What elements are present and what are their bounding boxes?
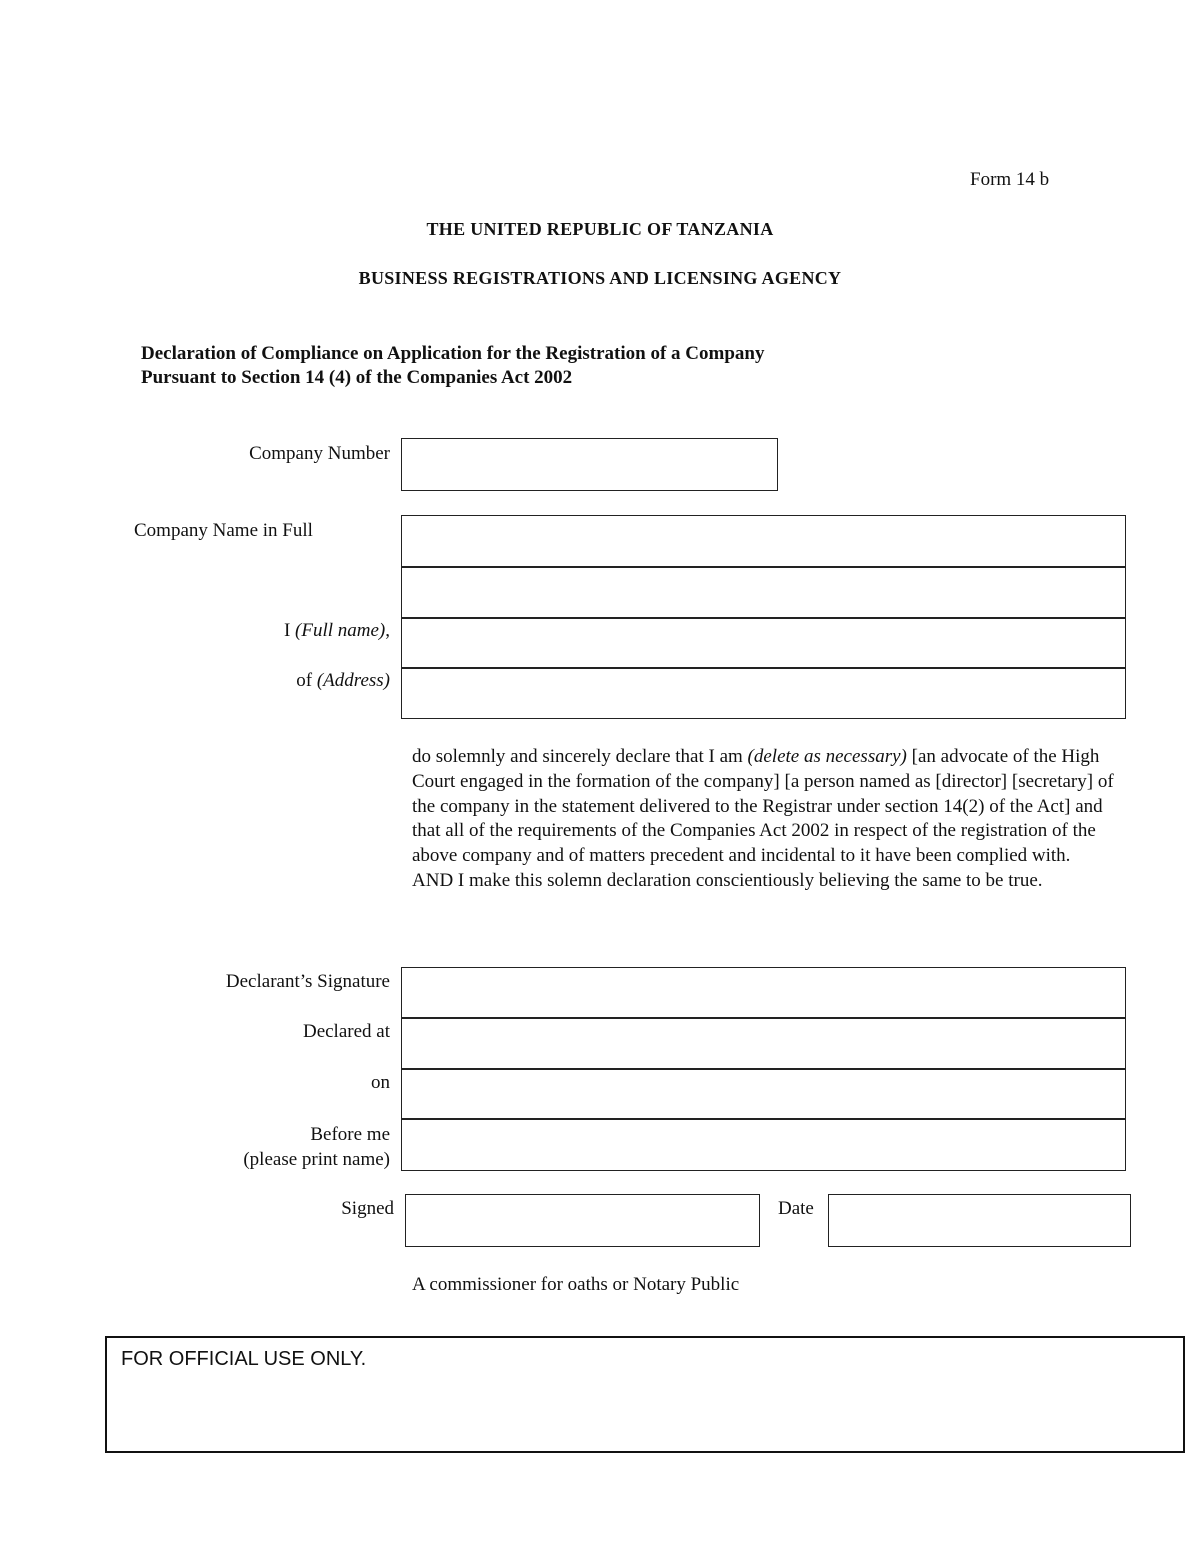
address-label-italic: (Address) <box>316 670 390 691</box>
declarant-signature-label: Declarant’s Signature <box>225 971 390 992</box>
declared-at-field[interactable] <box>401 1017 1126 1070</box>
declared-at-label: Declared at <box>302 1021 390 1042</box>
signed-label: Signed <box>341 1198 394 1219</box>
date-field[interactable] <box>828 1194 1131 1247</box>
company-name-field-line2[interactable] <box>401 566 1126 619</box>
declaration-paragraph <box>412 745 1124 869</box>
declaration-part1: do solemnly and sincerely declare that I am <box>412 746 748 767</box>
country-heading: THE UNITED REPUBLIC OF TANZANIA <box>426 219 774 239</box>
full-name-label-suffix: , <box>385 620 390 641</box>
on-date-label: on <box>371 1072 390 1093</box>
address-label <box>296 670 390 692</box>
full-name-field[interactable] <box>401 617 1126 669</box>
before-me-field[interactable] <box>401 1118 1126 1171</box>
declarant-signature-field[interactable] <box>401 967 1126 1019</box>
agency-heading: BUSINESS REGISTRATIONS AND LICENSING AGENCY <box>358 268 842 288</box>
official-use-box[interactable] <box>105 1336 1185 1453</box>
before-me-label <box>243 1122 390 1172</box>
before-me-label-line1: Before me <box>310 1124 390 1145</box>
official-use-label: FOR OFFICIAL USE ONLY. <box>121 1348 367 1370</box>
full-name-label-italic: (Full name) <box>295 620 386 641</box>
document-title-line2: Pursuant to Section 14 (4) of the Companies Act 2002 <box>141 367 573 388</box>
commissioner-caption: A commissioner for oaths or Notary Public <box>412 1274 740 1295</box>
form-number: Form 14 b <box>970 169 1050 190</box>
date-label: Date <box>778 1198 814 1219</box>
full-name-label-prefix: I <box>283 620 296 641</box>
declaration-closing: AND I make this solemn declaration conscientiously believing the same to be true. <box>412 869 1043 891</box>
declaration-italic-note: (delete as necessary) <box>747 746 907 767</box>
declaration-text <box>412 745 1124 894</box>
company-name-field-line1[interactable] <box>401 515 1126 568</box>
company-name-label: Company Name in Full <box>134 520 313 541</box>
full-name-label <box>284 620 390 642</box>
document-title-line1: Declaration of Compliance on Application for the Registration of a Company <box>141 343 765 364</box>
address-label-prefix: of <box>296 670 317 691</box>
company-number-label: Company Number <box>249 443 390 464</box>
declaration-part2: [an advocate of the High Court engaged in the formation of the company] [a person named as [director] [secretary] of the company in the statement delivered to the Registrar under section 14(2) of the Act] and that all of the requirements of the Companies Act 2002 in respect of the registration of the above company and of matters precedent and incidental to it have been complied with. <box>412 746 1114 867</box>
on-date-field[interactable] <box>401 1068 1126 1120</box>
before-me-label-line2: (please print name) <box>243 1149 390 1170</box>
signed-field[interactable] <box>405 1194 760 1247</box>
address-field[interactable] <box>401 667 1126 719</box>
company-number-field[interactable] <box>401 438 778 491</box>
